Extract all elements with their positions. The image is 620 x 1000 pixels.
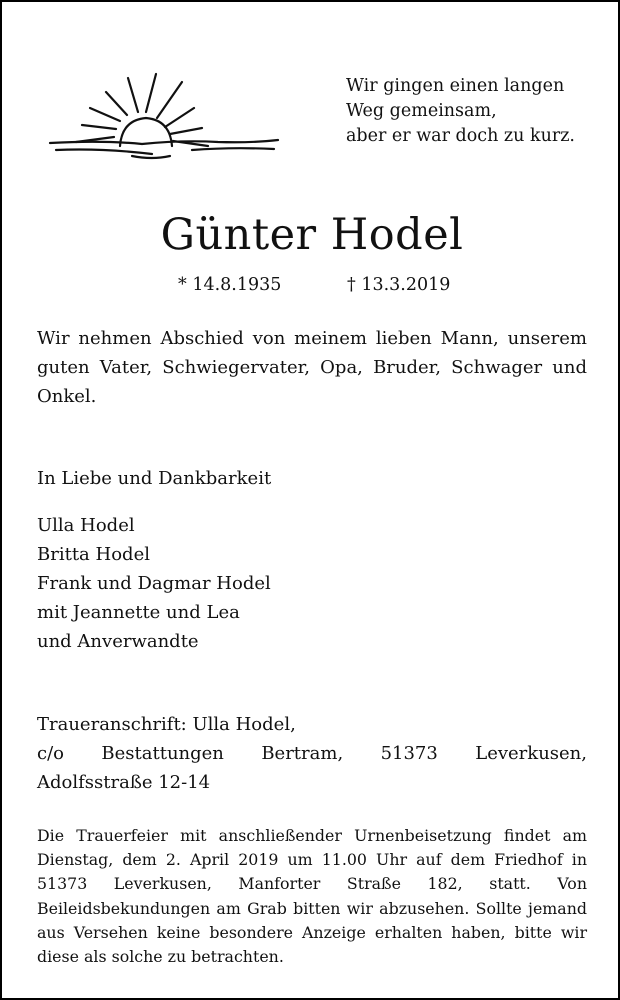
family-list (37, 511, 587, 656)
mourning-address (37, 710, 587, 797)
birth-date: * 14.8.1935 (178, 275, 282, 295)
family-member: und Anverwandte (37, 631, 199, 652)
address-line-2: c/o Bestattungen Bertram, 51373 Leverkusen, (37, 743, 587, 764)
family-member: mit Jeannette und Lea (37, 602, 240, 623)
motto-line: Wir gingen einen langen (346, 76, 565, 96)
farewell-text: Wir nehmen Abschied von meinem lieben Mann, unserem guten Vater, Schwiegervater, Opa, Bruder, Schwager und Onkel. (37, 328, 587, 407)
family-member: Ulla Hodel (37, 515, 135, 536)
address-line-3: Adolfsstraße 12-14 (37, 772, 211, 793)
deceased-name: Günter Hodel (160, 210, 464, 260)
family-member: Britta Hodel (37, 544, 150, 565)
motto-verse (346, 74, 575, 149)
address-line-1: Traueranschrift: Ulla Hodel, (37, 714, 296, 735)
sunset-icon (42, 70, 292, 170)
death-date: † 13.3.2019 (347, 275, 451, 295)
motto-line: Weg gemeinsam, (346, 101, 497, 121)
service-information: Die Trauerfeier mit anschließender Urnenbeisetzung findet am Dienstag, dem 2. April 2019 um 11.00 Uhr auf dem Friedhof in 51373 Leverkusen, Manforter Straße 182, statt. Von Beileidsbekundungen am Grab bitten wir abzusehen. Sollte jemand aus Versehen keine besondere Anzeige erhalten haben, bitte wir diese als solche zu betrachten. (37, 826, 587, 967)
dedication-line: In Liebe und Dankbarkeit (37, 468, 272, 489)
family-member: Frank und Dagmar Hodel (37, 573, 271, 594)
motto-line: aber er war doch zu kurz. (346, 126, 575, 146)
